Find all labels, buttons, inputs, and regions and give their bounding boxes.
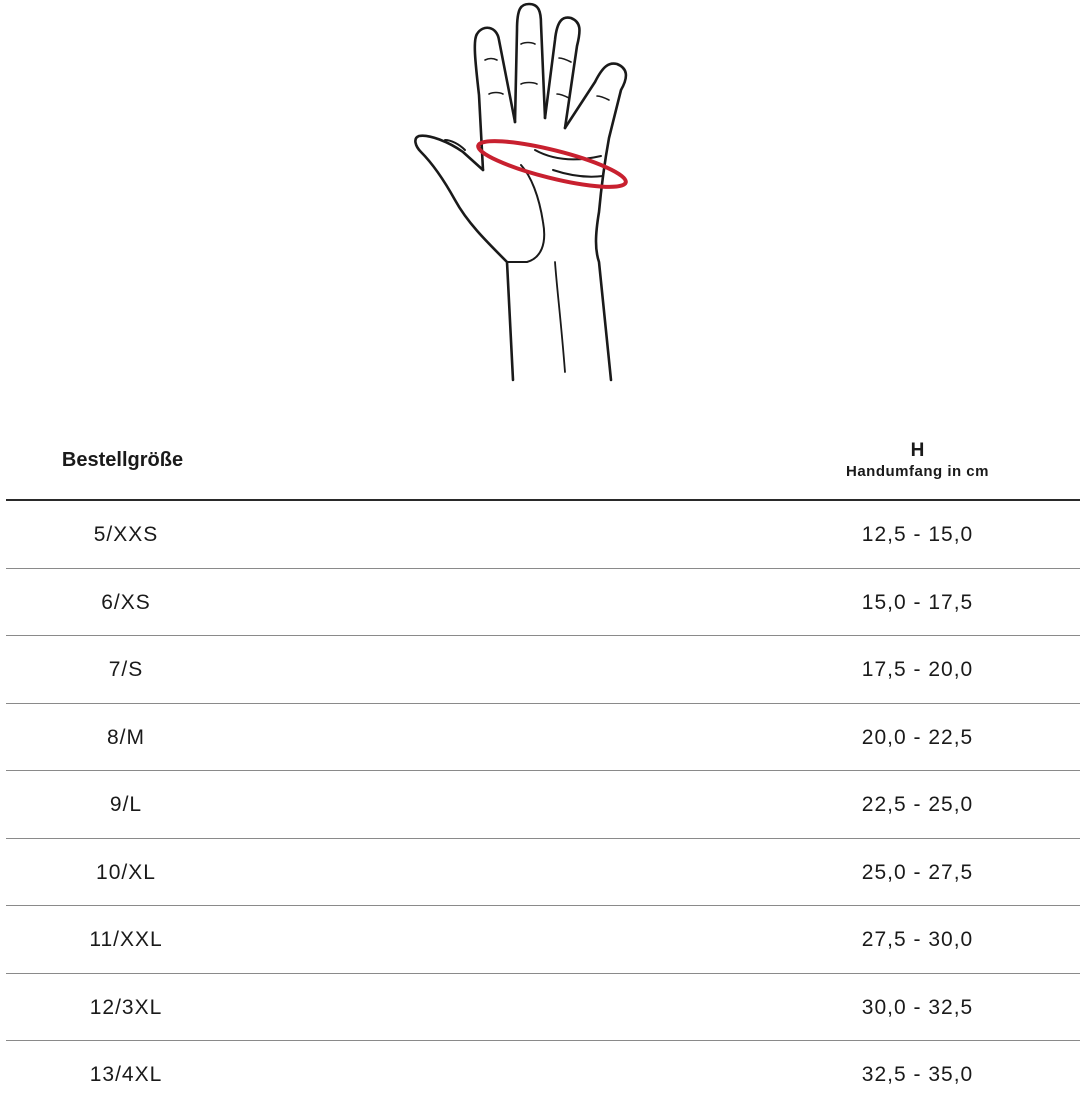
range-cell: 22,5 - 25,0 [861,793,974,816]
size-cell: 12/3XL [89,995,163,1019]
size-column-header: Bestellgröße [61,449,184,471]
size-cell: 11/XXL [89,928,163,951]
range-cell: 17,5 - 20,0 [861,658,974,681]
range-cell: 15,0 - 17,5 [861,590,974,614]
measure-column-header [800,440,1035,482]
size-cell: 7/S [108,658,144,681]
table-row [6,771,1080,839]
hand-measurement-illustration [405,0,645,385]
table-row [6,704,1080,772]
range-cell: 27,5 - 30,0 [861,928,974,951]
range-cell: 30,0 - 32,5 [861,995,974,1019]
table-row [6,839,1080,907]
range-cell: 20,0 - 22,5 [861,725,974,749]
size-table [6,501,1080,1109]
size-cell: 10/XL [96,860,156,884]
table-row [6,974,1080,1042]
table-header [0,430,1080,500]
size-cell: 6/XS [101,590,151,614]
range-cell: 25,0 - 27,5 [861,860,974,884]
size-cell: 13/4XL [89,1063,163,1086]
table-row [6,1041,1080,1109]
size-cell: 8/M [106,725,145,749]
range-cell: 12,5 - 15,0 [861,523,974,546]
table-row [6,569,1080,637]
size-cell: 5/XXS [93,523,159,546]
table-row [6,636,1080,704]
hand-measurement-icon [405,0,645,385]
measure-letter: H [910,440,925,461]
measure-label: Handumfang in cm [845,463,989,480]
table-row [6,501,1080,569]
size-cell: 9/L [109,793,143,816]
table-row [6,906,1080,974]
range-cell: 32,5 - 35,0 [861,1063,974,1086]
